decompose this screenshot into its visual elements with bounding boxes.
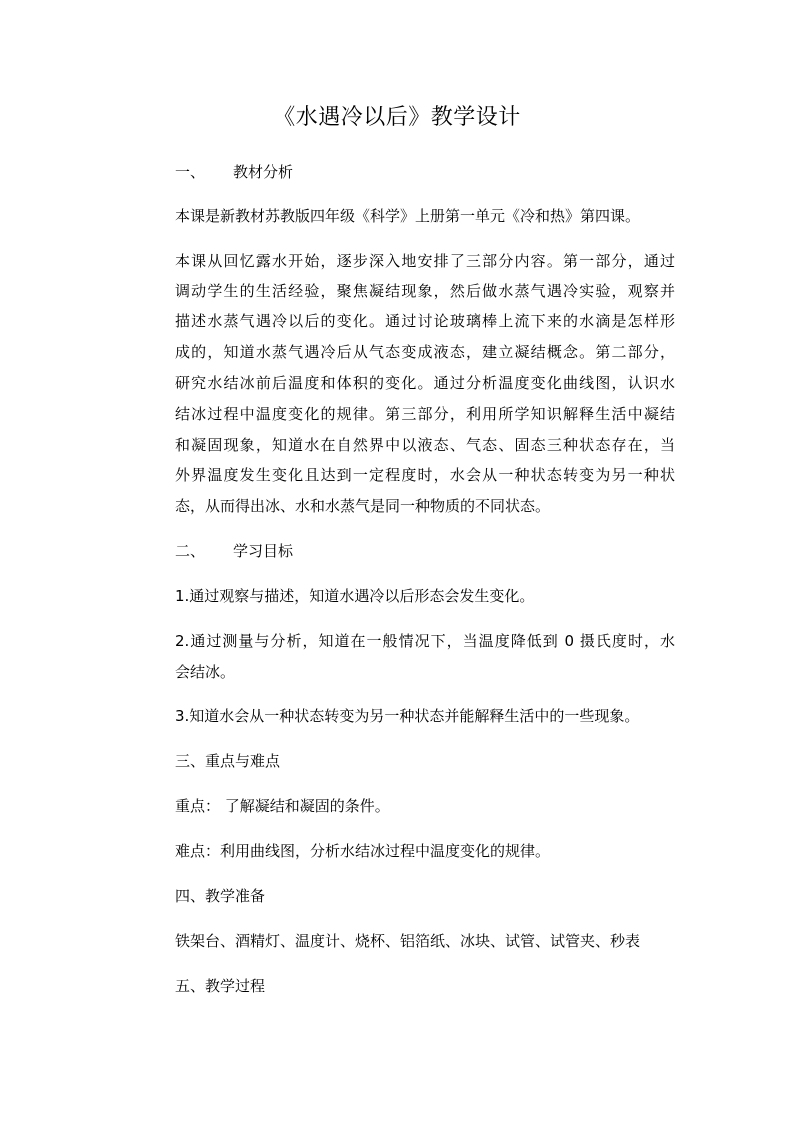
analysis-line: 外界温度发生变化且达到一定程度时，水会从一种状态转变为另一种状	[175, 466, 675, 484]
document-title: 《水遇冷以后》教学设计	[273, 105, 521, 130]
goal-item-2: 2.通过测量与分析，知道在一般情况下，当温度降低到 0 摄氏度时，水	[175, 632, 675, 650]
section-heading-preparation: 四、教学准备	[175, 887, 266, 905]
goal-item-2-continued: 会结冰。	[175, 663, 236, 681]
analysis-line: 调动学生的生活经验，聚焦凝结现象，然后做水蒸气遇冷实验，观察并	[175, 282, 675, 300]
section-heading-goals: 二、 学习目标	[175, 542, 294, 560]
section-heading-process: 五、教学过程	[175, 977, 266, 995]
analysis-line: 和凝固现象，知道水在自然界中以液态、气态、固态三种状态存在，当	[175, 436, 675, 454]
analysis-line: 态，从而得出冰、水和水蒸气是同一种物质的不同状态。	[175, 497, 551, 515]
section-heading-key-points: 三、重点与难点	[175, 752, 281, 770]
analysis-line: 描述水蒸气遇冷以后的变化。通过讨论玻璃棒上流下来的水滴是怎样形	[175, 312, 675, 330]
section-heading-analysis: 一、 教材分析	[175, 163, 294, 181]
intro-paragraph: 本课是新教材苏教版四年级《科学》上册第一单元《冷和热》第四课。	[175, 207, 641, 225]
analysis-line: 成的，知道水蒸气遇冷后从气态变成液态，建立凝结概念。第二部分，	[175, 343, 675, 361]
materials-list: 铁架台、酒精灯、温度计、烧杯、铝箔纸、冰块、试管、试管夹、秒表	[175, 932, 641, 950]
analysis-line: 本课从回忆露水开始，逐步深入地安排了三部分内容。第一部分，通过	[175, 252, 675, 270]
key-point-focus: 重点： 了解凝结和凝固的条件。	[175, 797, 390, 815]
key-point-difficulty: 难点：利用曲线图，分析水结冰过程中温度变化的规律。	[175, 842, 551, 860]
goal-item-3: 3.知道水会从一种状态转变为另一种状态并能解释生活中的一些现象。	[175, 707, 640, 725]
analysis-line: 结冰过程中温度变化的规律。第三部分，利用所学知识解释生活中凝结	[175, 405, 675, 423]
analysis-line: 研究水结冰前后温度和体积的变化。通过分析温度变化曲线图，认识水	[175, 374, 675, 392]
goal-item-1: 1.通过观察与描述，知道水遇冷以后形态会发生变化。	[175, 587, 535, 605]
